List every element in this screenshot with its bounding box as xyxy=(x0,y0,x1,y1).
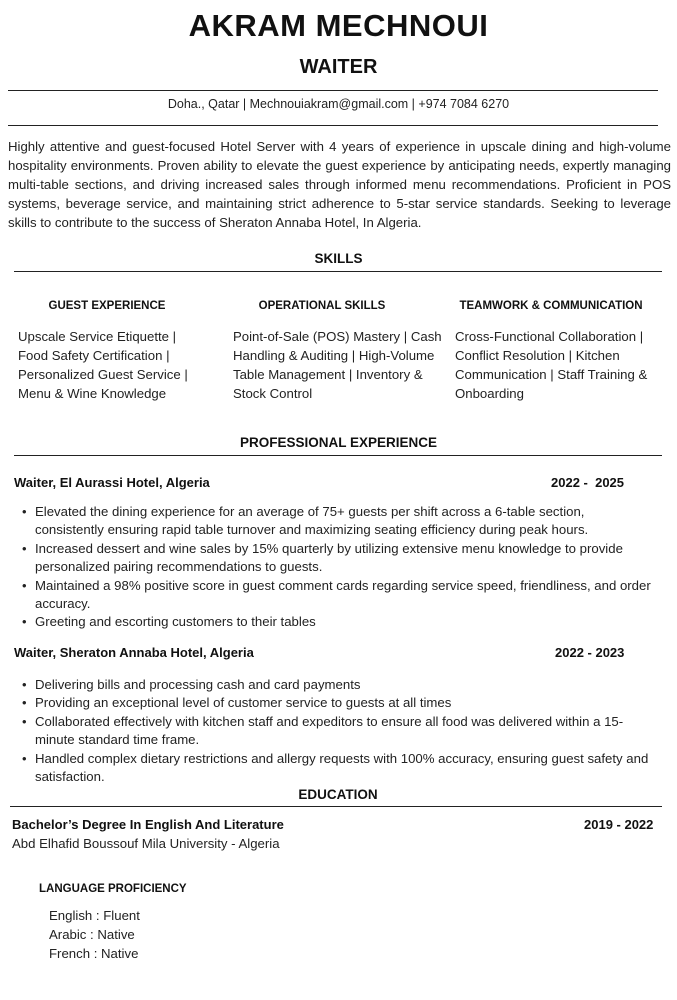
job-responsibilities xyxy=(22,676,654,786)
skills-heading: SKILLS xyxy=(314,251,363,266)
education-heading: EDUCATION xyxy=(298,787,378,802)
experience-heading: PROFESSIONAL EXPERIENCE xyxy=(239,435,438,450)
job-dates: 2022 - 2025 xyxy=(551,475,625,490)
skill-column-text: Upscale Service Etiquette | Food Safety Certification | Personalized Guest Service | Menu & Wine Knowledge xyxy=(18,329,188,401)
skill-column-heading: TEAMWORK & COMMUNICATION xyxy=(459,300,643,312)
experience-divider xyxy=(14,455,662,456)
skill-column-heading: GUEST EXPERIENCE xyxy=(48,300,166,312)
skill-column-text: Cross-Functional Collaboration | Conflict Resolution | Kitchen Communication | Staff Training & Onboarding xyxy=(455,329,648,401)
contact-line: Doha., Qatar | Mechnouiakram@gmail.com | +974 7084 6270 xyxy=(167,97,510,111)
skills-divider xyxy=(14,271,662,272)
list-item: • Providing an exceptional level of customer service to guests at all times xyxy=(22,694,654,712)
degree-title: Bachelor’s Degree In English And Literature xyxy=(12,817,284,832)
candidate-name: AKRAM MECHNOUI xyxy=(188,8,489,43)
language-item: Arabic : Native xyxy=(49,927,135,942)
language-item: French : Native xyxy=(49,946,139,961)
list-item: • Handled complex dietary restrictions and allergy requests with 100% accuracy, ensuring guest safety and satisfaction. xyxy=(22,750,654,787)
list-item: • Increased dessert and wine sales by 15% quarterly by utilizing extensive menu knowledge to provide personalized pairing recommendations to guests. xyxy=(22,540,654,577)
list-item: • Collaborated effectively with kitchen staff and expeditors to ensure all food was delivered within a 15-minute standard time frame. xyxy=(22,713,654,750)
language-item: English : Fluent xyxy=(49,908,140,923)
header-top-divider xyxy=(8,90,658,91)
language-heading: LANGUAGE PROFICIENCY xyxy=(39,883,187,895)
job-responsibilities xyxy=(22,503,654,632)
skill-column-text: Point-of-Sale (POS) Mastery | Cash Handling & Auditing | High-Volume Table Management | Inventory & Stock Control xyxy=(233,329,442,401)
list-item: • Greeting and escorting customers to their tables xyxy=(22,613,654,631)
education-dates: 2019 - 2022 xyxy=(584,817,654,832)
job-position: Waiter, Sheraton Annaba Hotel, Algeria xyxy=(14,645,254,660)
list-item: • Elevated the dining experience for an average of 75+ guests per shift across a 6-table section, consistently ensuring rapid table turnover and maximizing seating efficiency during peak hours. xyxy=(22,503,654,540)
skill-column-heading: OPERATIONAL SKILLS xyxy=(258,300,386,312)
professional-summary: Highly attentive and guest-focused Hotel Server with 4 years of experience in upscale dining and high-volume hospitality environments. Proven ability to elevate the guest experience by anticipating needs, expertly managing multi-table sections, and driving increased sales through informed menu recommendations. Proficient in POS systems, beverage service, and maintaining strict adherence to 5-star service standards. Seeking to leverage skills to contribute to the success of Sheraton Annaba Hotel, In Algeria. xyxy=(8,139,671,230)
job-dates: 2022 - 2023 xyxy=(555,645,625,660)
job-position: Waiter, El Aurassi Hotel, Algeria xyxy=(14,475,210,490)
job-title-heading: WAITER xyxy=(299,56,378,78)
header-bottom-divider xyxy=(8,125,658,126)
list-item: • Delivering bills and processing cash and card payments xyxy=(22,676,654,694)
list-item: • Maintained a 98% positive score in guest comment cards regarding service speed, friendliness, and order accuracy. xyxy=(22,577,654,614)
school-name: Abd Elhafid Boussouf Mila University - Algeria xyxy=(12,836,280,851)
education-divider xyxy=(10,806,662,807)
